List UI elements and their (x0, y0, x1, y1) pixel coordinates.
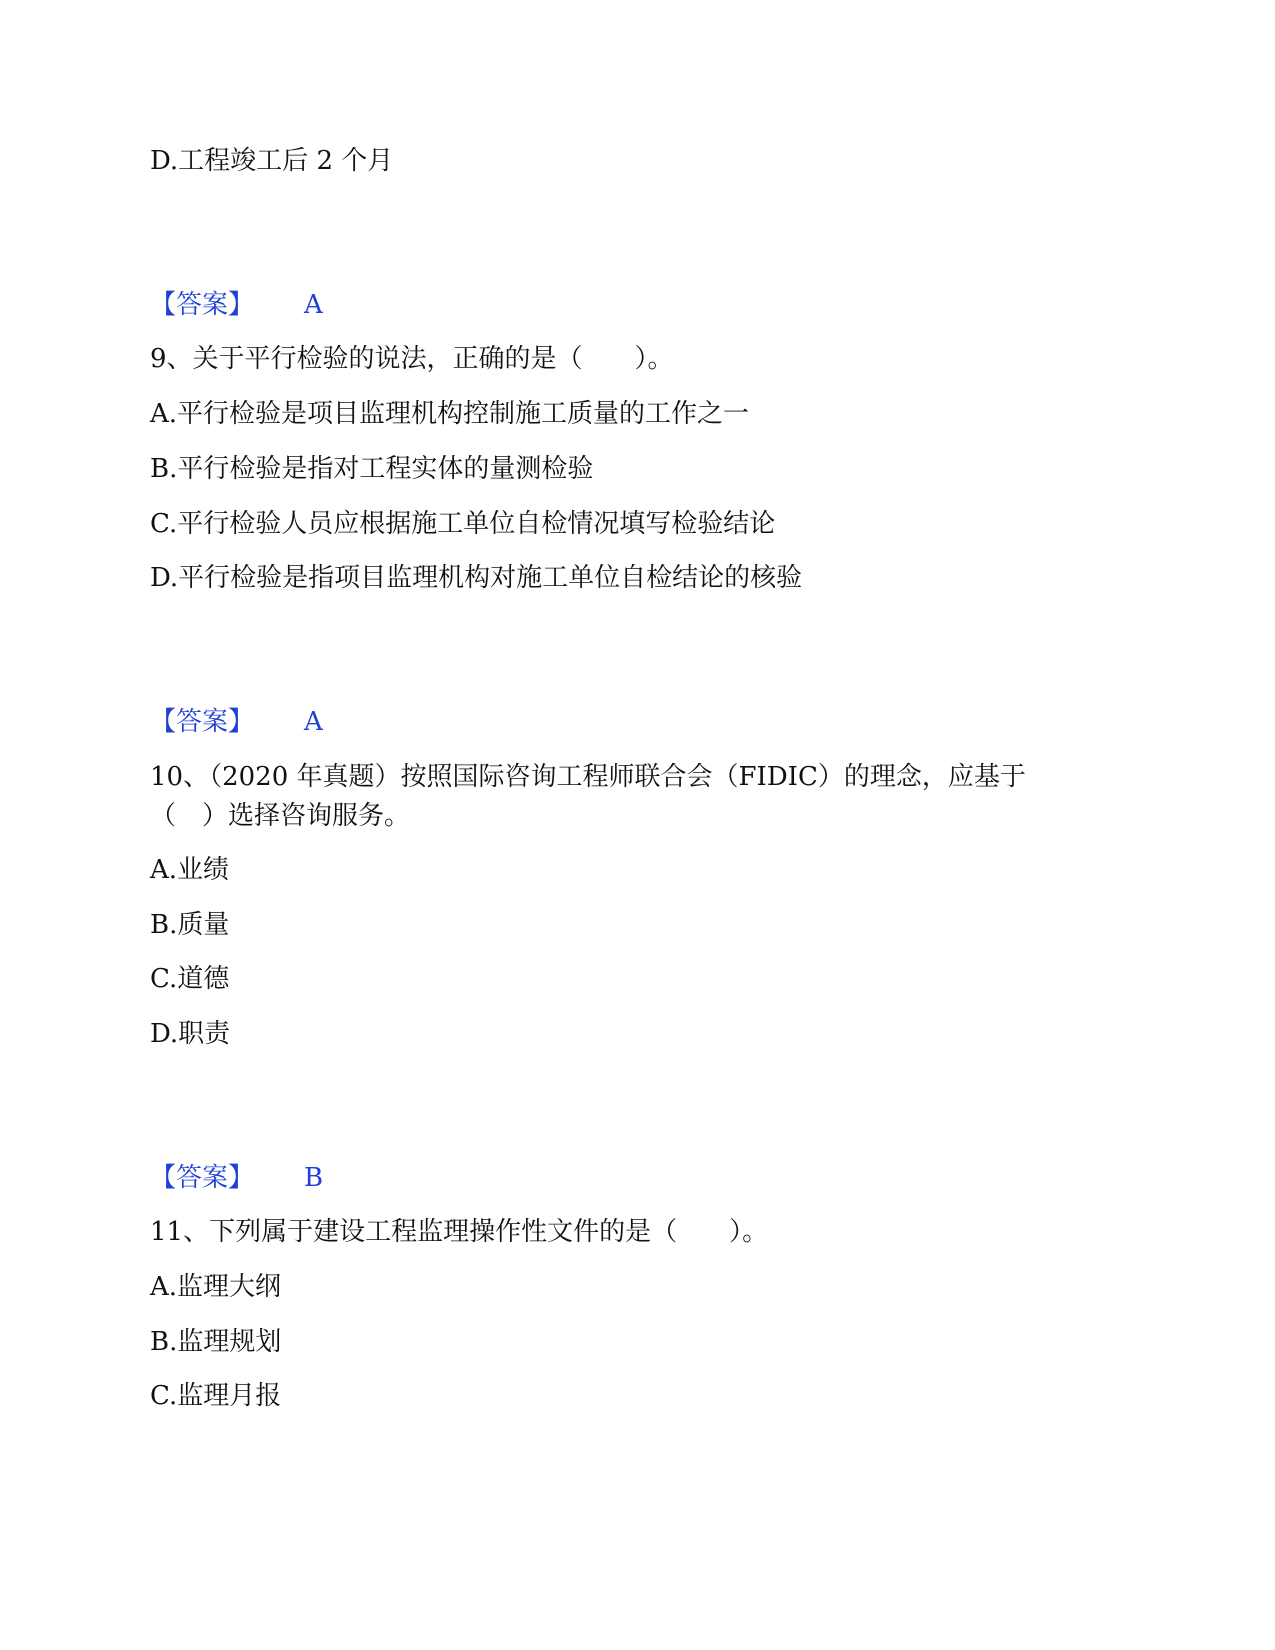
option-c: C.道德 (150, 964, 230, 994)
option-d: D.工程竣工后 2 个月 (150, 146, 394, 176)
answer-label: 【答案】 (150, 290, 255, 320)
answer-value: A (304, 290, 323, 320)
option-a: A.监理大纲 (150, 1272, 282, 1302)
option-c: C.平行检验人员应根据施工单位自检情况填写检验结论 (150, 509, 776, 539)
option-d: D.职责 (150, 1019, 231, 1049)
option-c: C.监理月报 (150, 1381, 282, 1411)
option-a: A.平行检验是项目监理机构控制施工质量的工作之一 (150, 399, 750, 429)
answer-line (150, 290, 323, 320)
answer-line (150, 707, 323, 737)
option-d: D.平行检验是指项目监理机构对施工单位自检结论的核验 (150, 563, 803, 593)
answer-value: B (304, 1163, 324, 1193)
question-stem-line1: 10、（2020 年真题）按照国际咨询工程师联合会（FIDIC）的理念，应基于 (150, 762, 1026, 792)
answer-value: A (304, 707, 323, 737)
answer-label: 【答案】 (150, 707, 255, 737)
option-b: B.监理规划 (150, 1327, 282, 1357)
question-stem-line2: （ ）选择咨询服务。 (150, 801, 411, 831)
question-stem: 11、下列属于建设工程监理操作性文件的是（ ）。 (150, 1217, 769, 1247)
answer-label: 【答案】 (150, 1163, 255, 1193)
option-b: B.平行检验是指对工程实体的量测检验 (150, 454, 594, 484)
option-b: B.质量 (150, 910, 230, 940)
option-a: A.业绩 (150, 855, 230, 885)
answer-line (150, 1163, 323, 1193)
question-stem: 9、关于平行检验的说法，正确的是（ ）。 (150, 344, 674, 374)
